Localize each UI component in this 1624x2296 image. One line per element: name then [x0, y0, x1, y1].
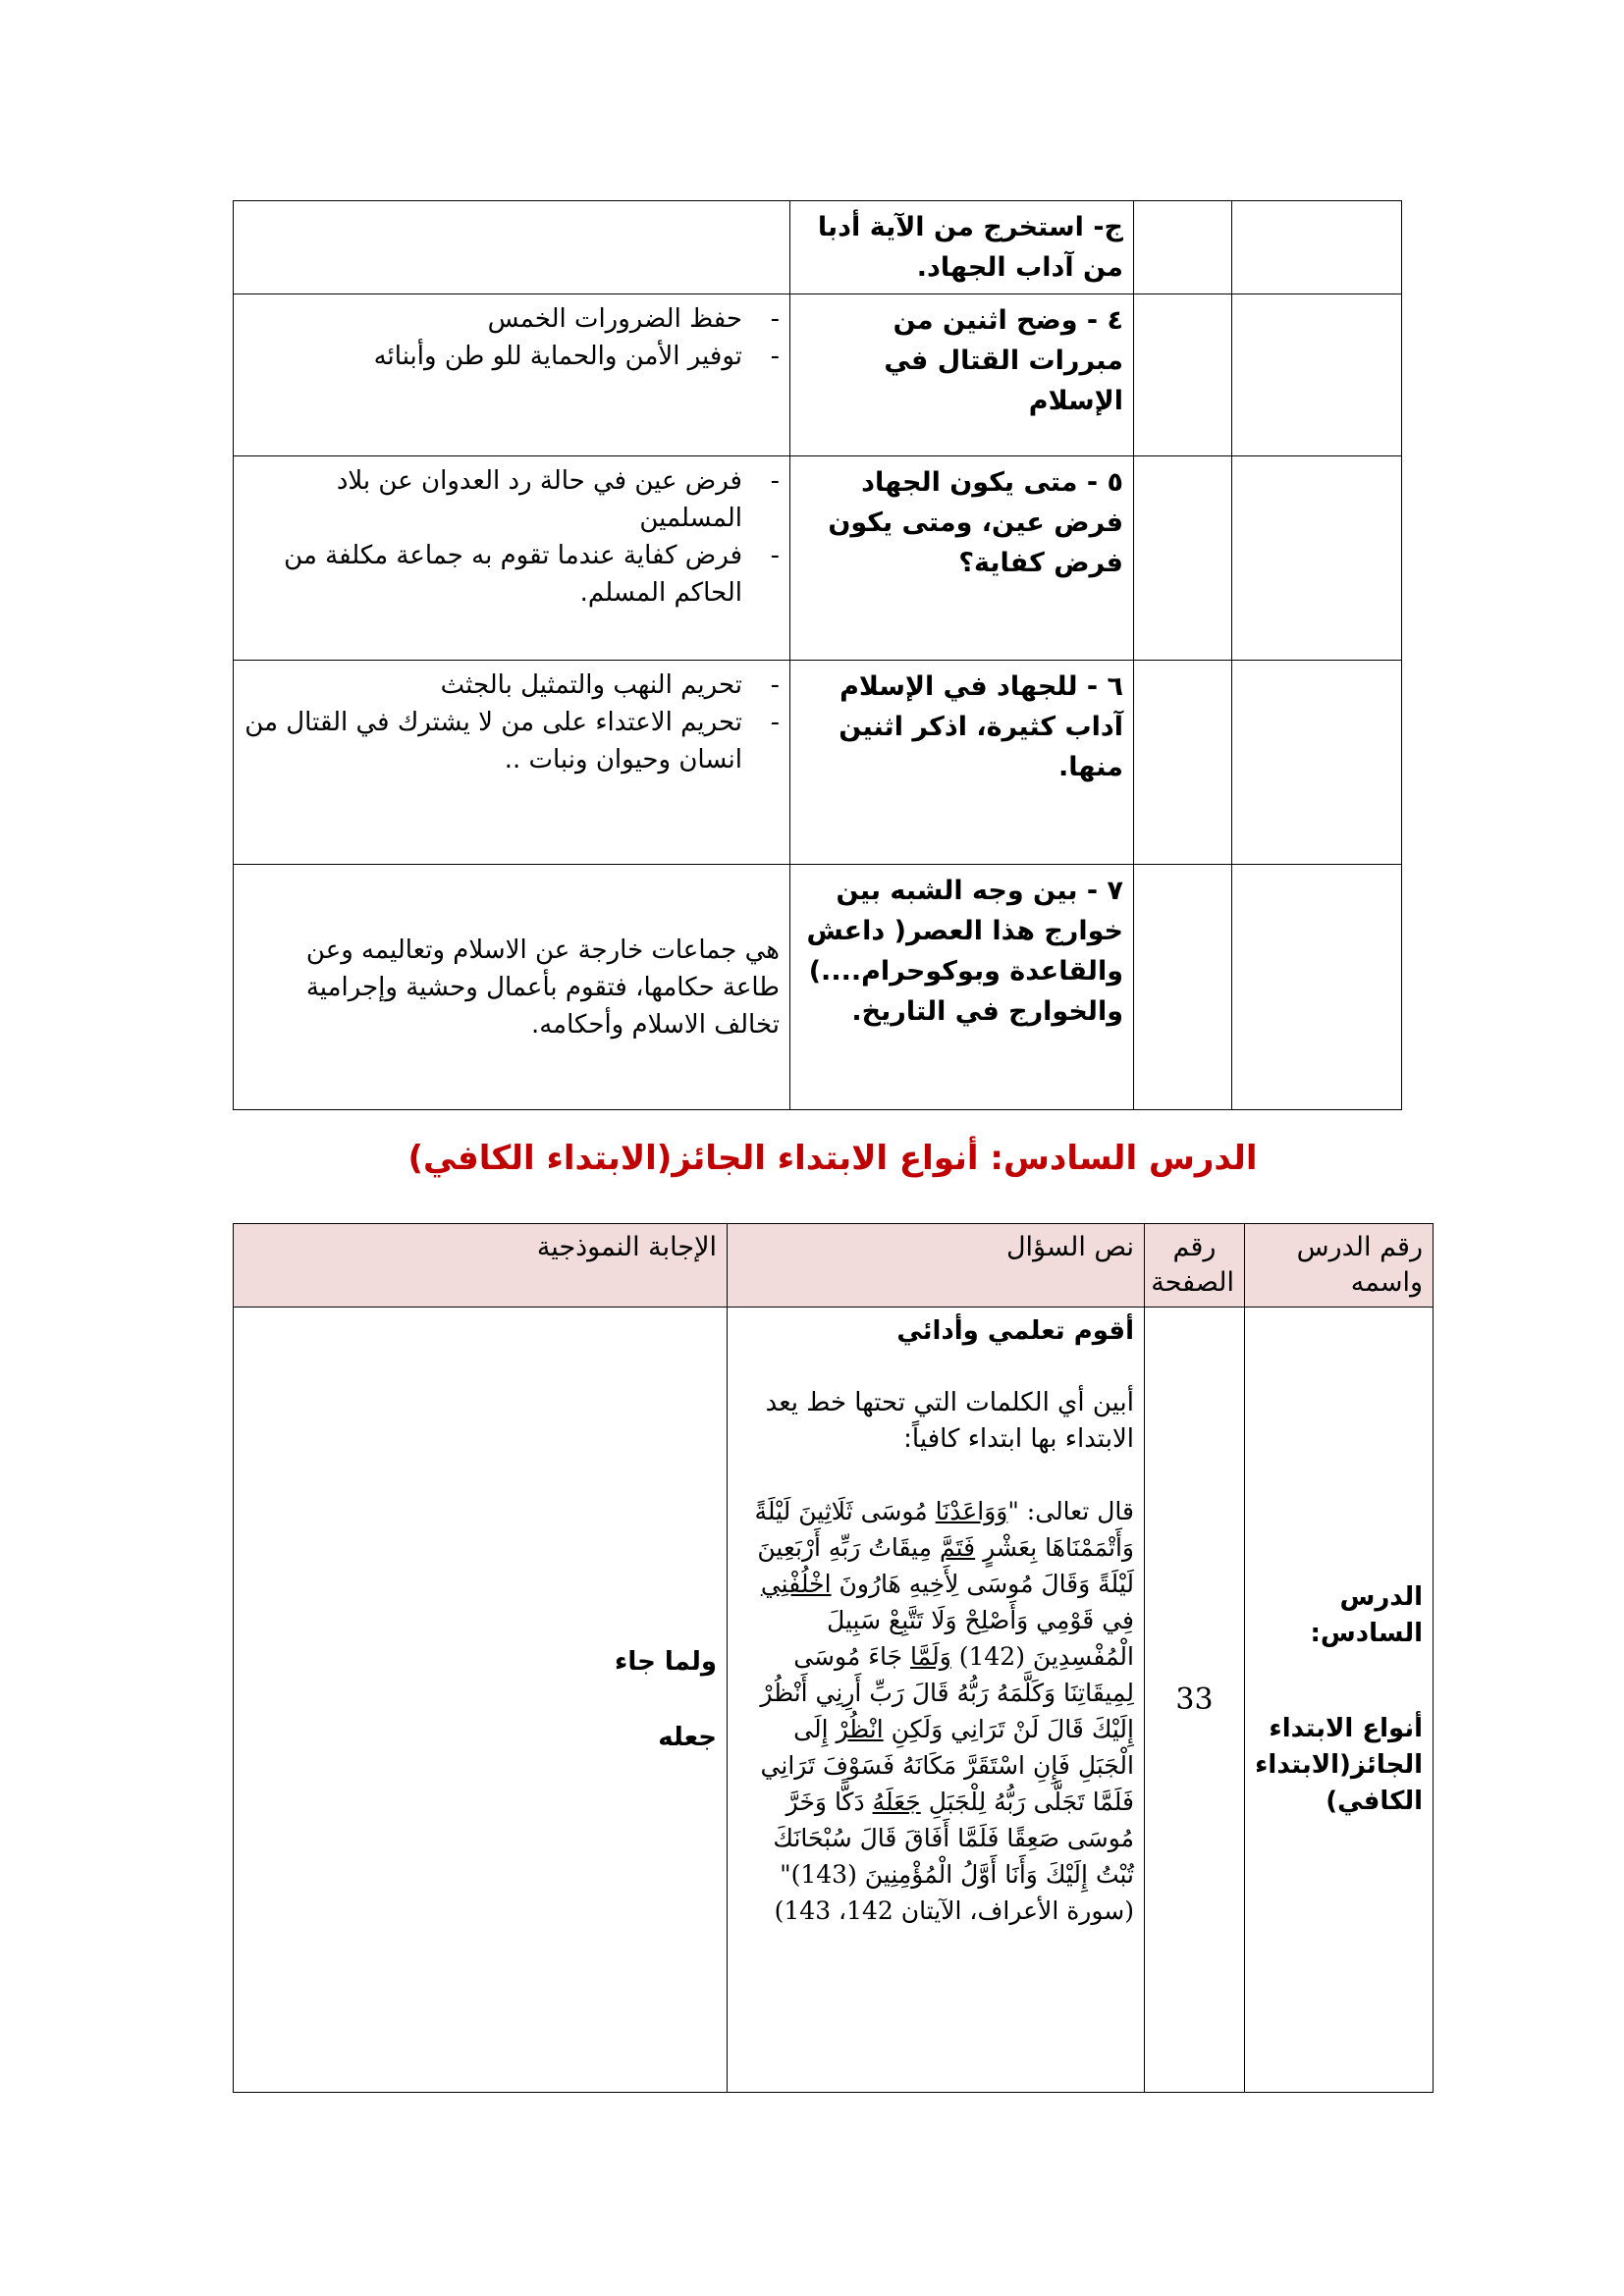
- answer-item: ولما جاء: [615, 1646, 717, 1677]
- page-number-cell: [1145, 1308, 1245, 2093]
- question-cell: ٦ - للجهاد في الإسلام آداب كثيرة، اذكر اثنين منها.: [790, 661, 1134, 865]
- lesson-cell: [1232, 865, 1402, 1110]
- verse-text: مِيقَاتُ رَبِّهِ أَرْبَعِينَ لَيْلَةً وَقَالَ مُوسَى لِأَخِيهِ هَارُونَ: [757, 1533, 1134, 1598]
- answer-item: - تحريم الاعتداء على من لا يشترك في القتال من انسان وحيوان ونبات ..: [244, 704, 742, 778]
- verse-text: إِلَى الْجَبَلِ فَإِنِ اسْتَقَرَّ مَكَانَهُ فَسَوْفَ تَرَانِي فَلَمَّا تَجَلَّى رَبُّهُ لِلْجَبَلِ: [760, 1715, 1134, 1816]
- table-row: [234, 456, 1402, 661]
- table-row: [234, 1308, 1434, 2093]
- verse-text: فِي قَوْمِي وَأَصْلِحْ وَلَا تَتَّبِعْ سَبِيلَ الْمُفْسِدِينَ (142): [827, 1606, 1134, 1671]
- underlined-word: انْظُرْ: [836, 1715, 884, 1743]
- table-header-row: [234, 1224, 1434, 1308]
- table-row: [234, 294, 1402, 456]
- underlined-word: فَتَمَّ: [940, 1533, 976, 1562]
- question-cell: ٧ - بين وجه الشبه بين خوارج هذا العصر( داعش والقاعدة وبوكوحرام....) والخوارج في التاريخ.: [790, 865, 1134, 1110]
- lesson-cell: [1232, 456, 1402, 661]
- question-cell: ج- استخرج من الآية أدبا من آداب الجهاد.: [790, 201, 1134, 294]
- section-title: الدرس السادس: أنواع الابتداء الجائز(الابتداء الكافي): [407, 1139, 1258, 1178]
- question-cell: [728, 1308, 1145, 2093]
- answer-cell: [234, 865, 790, 1110]
- answer-item: جعله: [658, 1722, 717, 1752]
- underlined-word: جَعَلَهُ: [872, 1788, 921, 1816]
- answer-cell: [234, 294, 790, 456]
- verse-text: قال تعالى: ": [1007, 1497, 1134, 1525]
- page-cell: [1134, 201, 1232, 294]
- lesson-number: الدرس السادس:: [1310, 1582, 1423, 1648]
- answer-cell: [234, 201, 790, 294]
- answer-item: - فرض عين في حالة رد العدوان عن بلاد المسلمين: [244, 462, 742, 537]
- header-question: نص السؤال: [728, 1224, 1145, 1308]
- answer-cell: [234, 661, 790, 865]
- underlined-word: اخْلُفْنِي: [760, 1570, 832, 1598]
- header-lesson: رقم الدرس واسمه: [1245, 1224, 1434, 1308]
- lesson-cell: [1245, 1308, 1434, 2093]
- questions-table-continued: [233, 200, 1402, 1110]
- table-row: [234, 865, 1402, 1110]
- question-instruction: أبين أي الكلمات التي تحتها خط يعد الابتداء بها ابتداء كافياً:: [765, 1388, 1134, 1454]
- lesson-six-table: [233, 1223, 1434, 2093]
- answer-text: هي جماعات خارجة عن الاسلام وتعاليمه وعن طاعة حكامها، فتقوم بأعمال وحشية وإجرامية تخالف الاسلام وأحكامه.: [305, 934, 780, 1040]
- question-cell: ٤ - وضح اثنين من مبررات القتال في الإسلام: [790, 294, 1134, 456]
- page-number: 33: [1175, 1682, 1214, 1717]
- underlined-word: وَوَاعَدْنَا: [935, 1497, 1008, 1525]
- answer-item: - فرض كفاية عندما تقوم به جماعة مكلفة من الحاكم المسلم.: [244, 537, 742, 612]
- answer-item: - توفير الأمن والحماية للو طن وأبنائه: [244, 338, 742, 375]
- answer-cell: [234, 1308, 728, 2093]
- question-cell: ٥ - متى يكون الجهاد فرض عين، ومتى يكون فرض كفاية؟: [790, 456, 1134, 661]
- answer-cell: [234, 456, 790, 661]
- lesson-cell: [1232, 201, 1402, 294]
- question-heading: أقوم تعلمي وأدائي: [896, 1316, 1134, 1346]
- page-cell: [1134, 294, 1232, 456]
- verse-text: دَكًّا وَخَرَّ مُوسَى صَعِقًا فَلَمَّا أَفَاقَ قَالَ سُبْحَانَكَ تُبْتُ إِلَيْكَ وَأَنَا أَوَّلُ الْمُؤْمِنِينَ (143)" (سورة الأعراف، الآيتان 142، 143): [773, 1788, 1134, 1925]
- page-cell: [1134, 456, 1232, 661]
- table-row: [234, 201, 1402, 294]
- page-cell: [1134, 661, 1232, 865]
- lesson-cell: [1232, 661, 1402, 865]
- header-page: رقم الصفحة: [1145, 1224, 1245, 1308]
- header-answer: الإجابة النموذجية: [234, 1224, 728, 1308]
- underlined-word: وَلَمَّا: [910, 1642, 951, 1671]
- quran-verse: [737, 1493, 1134, 1929]
- lesson-cell: [1232, 294, 1402, 456]
- page-cell: [1134, 865, 1232, 1110]
- answer-item: - تحريم النهب والتمثيل بالجثث: [244, 667, 742, 704]
- lesson-name: أنواع الابتداء الجائز(الابتداء الكافي): [1255, 1714, 1423, 1816]
- verse-text: مُوسَى ثَلَاثِينَ لَيْلَةً وَأَتْمَمْنَاهَا بِعَشْرٍ: [754, 1497, 1134, 1562]
- answer-item: - حفظ الضرورات الخمس: [244, 300, 742, 338]
- verse-text: جَاءَ مُوسَى لِمِيقَاتِنَا وَكَلَّمَهُ رَبُّهُ قَالَ رَبِّ أَرِنِي أَنْظُرْ إِلَيْكَ قَالَ لَنْ تَرَانِي وَلَكِنِ: [760, 1642, 1134, 1743]
- table-row: [234, 661, 1402, 865]
